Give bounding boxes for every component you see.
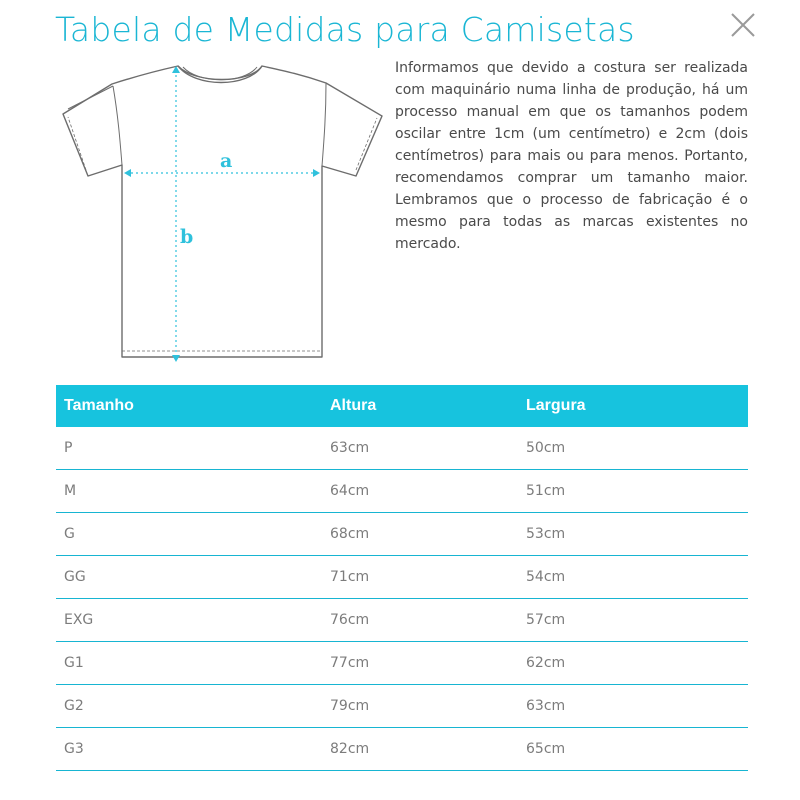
width-cell: 53cm (526, 526, 566, 542)
width-cell: 51cm (526, 483, 566, 499)
height-cell: 77cm (330, 655, 370, 671)
width-cell: 50cm (526, 440, 566, 456)
measure-label-b: b (180, 226, 194, 248)
width-cell: 62cm (526, 655, 566, 671)
table-row (56, 427, 748, 470)
measure-label-a: a (220, 150, 233, 172)
size-cell: G (64, 526, 75, 542)
table-header (56, 385, 748, 427)
table-row (56, 556, 748, 599)
table-row (56, 728, 748, 771)
height-cell: 79cm (330, 698, 370, 714)
size-cell: G2 (64, 698, 84, 714)
width-cell: 63cm (526, 698, 566, 714)
page-title: Tabela de Medidas para Camisetas (55, 10, 635, 49)
table-row (56, 599, 748, 642)
size-cell: GG (64, 569, 86, 585)
size-cell: M (64, 483, 77, 499)
size-table (56, 385, 748, 771)
table-row (56, 513, 748, 556)
height-cell: 68cm (330, 526, 370, 542)
tshirt-diagram (58, 58, 384, 370)
table-row (56, 685, 748, 728)
height-cell: 76cm (330, 612, 370, 628)
size-cell: G1 (64, 655, 84, 671)
width-cell: 57cm (526, 612, 566, 628)
close-icon[interactable] (728, 10, 758, 40)
tshirt-outline (63, 66, 382, 357)
height-cell: 64cm (330, 483, 370, 499)
header-largura: Largura (526, 397, 586, 414)
table-row (56, 642, 748, 685)
size-cell: P (64, 440, 73, 456)
table-row (56, 470, 748, 513)
width-cell: 54cm (526, 569, 566, 585)
width-cell: 65cm (526, 741, 566, 757)
notice-text: Informamos que devido a costura ser realizada com maquinário numa linha de produção, há um processo manual em que os tamanhos podem oscilar entre 1cm (um centímetro) e 2cm (dois centímetros) para mais ou para menos. Portanto, recomendamos comprar um tamanho maior. Lembramos que o processo de fabricação é o mesmo para todas as marcas existentes no mercado. (395, 60, 748, 252)
height-cell: 63cm (330, 440, 370, 456)
size-cell: EXG (64, 612, 94, 628)
header-altura: Altura (330, 397, 377, 414)
height-cell: 71cm (330, 569, 370, 585)
header-tamanho: Tamanho (64, 397, 134, 414)
height-cell: 82cm (330, 741, 370, 757)
size-cell: G3 (64, 741, 84, 757)
